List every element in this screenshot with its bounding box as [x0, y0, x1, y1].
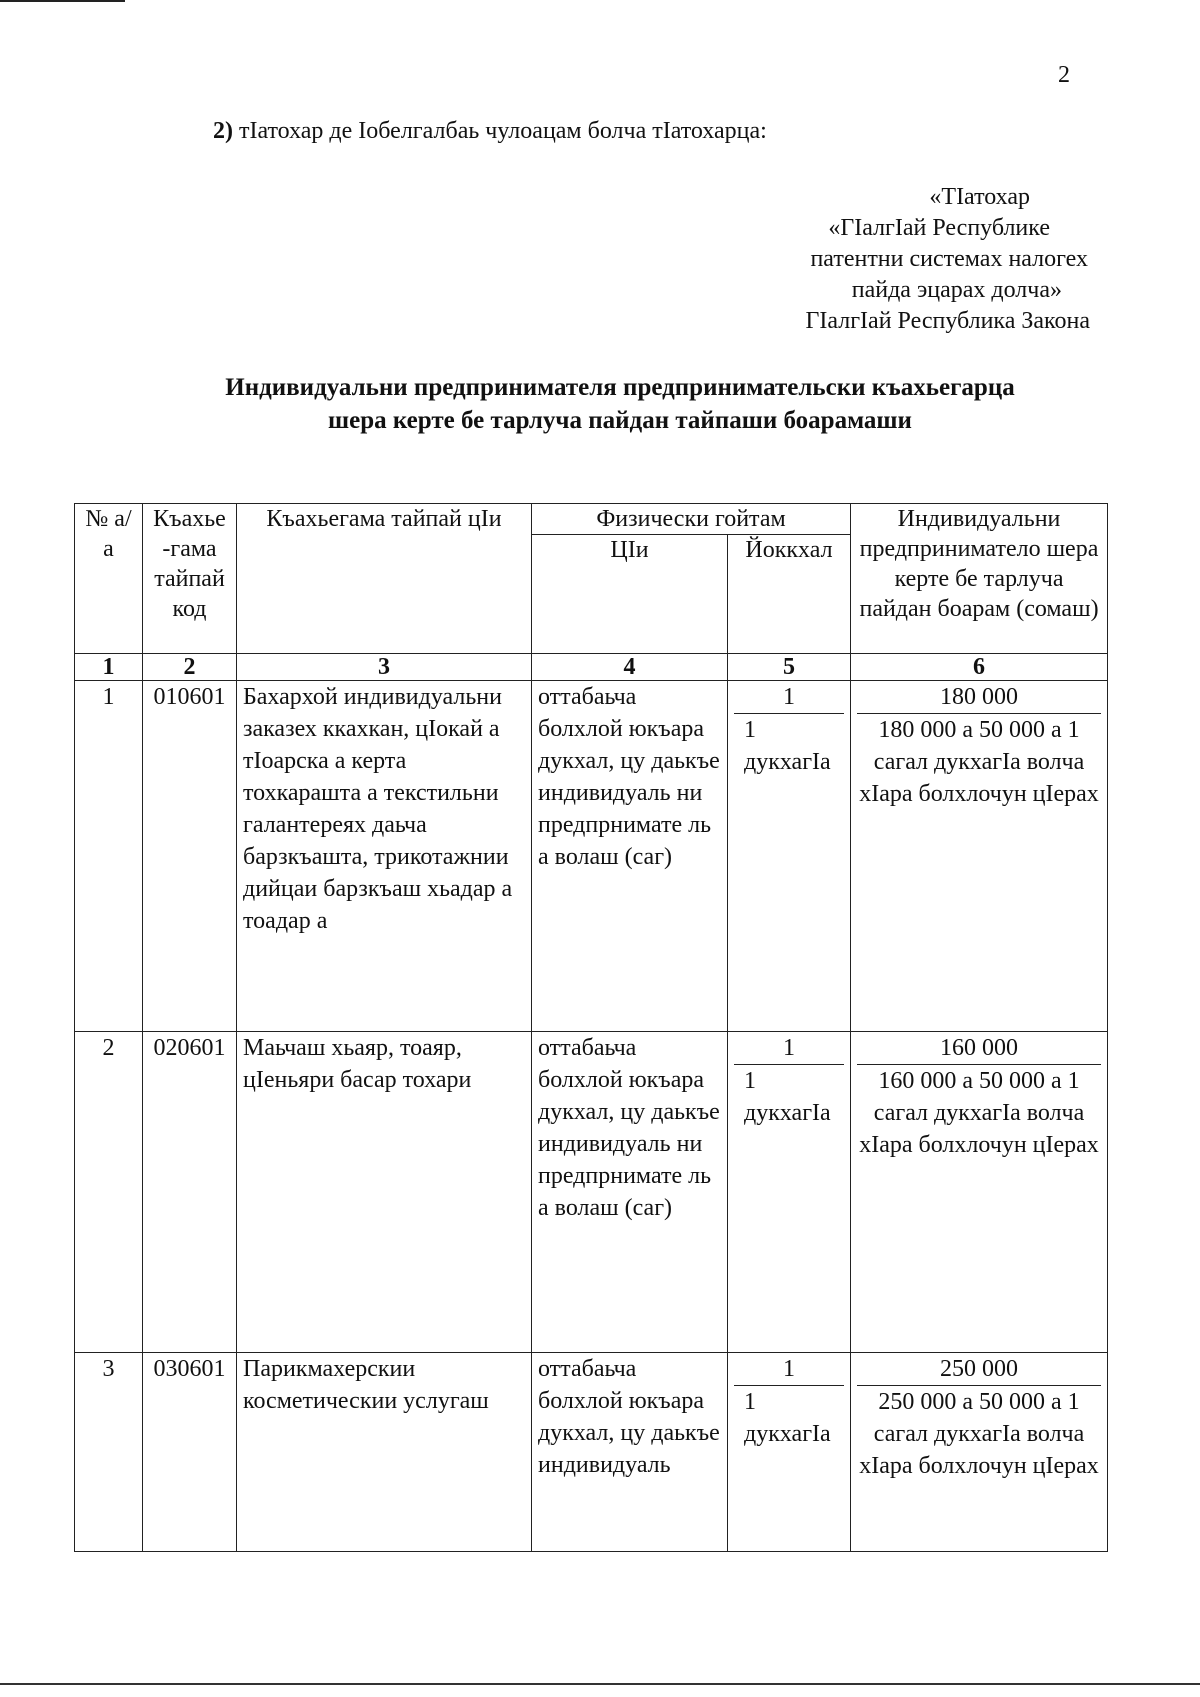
row-amount-cell	[851, 681, 1108, 1032]
header-code: Къахье -гама тайпай код	[143, 504, 237, 654]
column-index: 1	[75, 654, 143, 681]
row-amount-bottom: 160 000 а 50 000 а 1 сагал дукхагIа волча хIара болхлочун цIерах	[859, 1068, 1099, 1158]
annex-line: ГIалгIай Республика Закона	[805, 308, 1090, 334]
row-num: 2	[75, 1032, 143, 1353]
title-line: Индивидуальни предпринимателя предпринимательски къахьегарца	[225, 374, 1015, 401]
row-num: 1	[75, 681, 143, 1032]
table-row	[75, 681, 1108, 1032]
row-unit-top: 1	[734, 681, 844, 714]
intro-line	[213, 118, 767, 145]
row-unit-cell	[728, 1032, 851, 1353]
row-activity-name: Бахархой индивидуальни заказех ккахкан, цIокай а тIоарска а керта тохкарашта а текстильни галантереях даьча барзкъашта, трикотажнии дийцаи барзкъаш хьадар а тоадар а	[237, 681, 532, 1032]
header-amount: Индивидуальни предпринимателo шера керте бе тарлуча пайдан боарам (сомаш)	[851, 504, 1108, 654]
row-code: 030601	[143, 1353, 237, 1552]
column-index: 3	[237, 654, 532, 681]
row-unit-cell	[728, 1353, 851, 1552]
row-unit-top: 1	[734, 1032, 844, 1065]
annex-line: «ТIатохар	[929, 184, 1030, 210]
row-num: 3	[75, 1353, 143, 1552]
row-amount-bottom: 180 000 а 50 000 а 1 сагал дукхагIа волча хIара болхлочун цIерах	[859, 717, 1099, 807]
header-physical-name: ЦIи	[532, 535, 728, 654]
row-physical-name: оттабаьча болхлой юкъара дукхал, цу даькъе индивидуаль ни предпрнимате ль а волаш (саг)	[532, 1032, 728, 1353]
document-title	[120, 371, 1120, 437]
annex-line: пайда эцарах долча»	[851, 277, 1062, 303]
row-amount-top: 160 000	[857, 1032, 1101, 1065]
column-index: 4	[532, 654, 728, 681]
annex-reference	[720, 182, 1090, 337]
row-amount-top: 250 000	[857, 1353, 1101, 1386]
row-amount-bottom: 250 000 а 50 000 а 1 сагал дукхагIа волча хIара болхлочун цIерах	[859, 1389, 1099, 1479]
row-physical-name: оттабаьча болхлой юкъара дукхал, цу даькъе индивидуаль	[532, 1353, 728, 1552]
column-index: 6	[851, 654, 1108, 681]
row-unit-cell	[728, 681, 851, 1032]
row-activity-name: Маьчаш хьаяр, тоаяр, цIеньяри басар тохари	[237, 1032, 532, 1353]
intro-marker: 2)	[213, 118, 233, 144]
table-row	[75, 1032, 1108, 1353]
header-num: № а/а	[75, 504, 143, 654]
scan-edge-line-top	[0, 0, 125, 2]
row-amount-cell	[851, 1032, 1108, 1353]
header-physical-unit: Йоккхал	[728, 535, 851, 654]
row-physical-name: оттабаьча болхлой юкъара дукхал, цу даькъе индивидуаль ни предпрнимате ль а волаш (саг)	[532, 681, 728, 1032]
row-unit-bottom: 1 дукхагIа	[744, 717, 831, 775]
page-number: 2	[1058, 62, 1070, 88]
table-row	[75, 1353, 1108, 1552]
row-code: 020601	[143, 1032, 237, 1353]
intro-text: тIатохар де Iобелгалбаь чулоацам болча тIатохарца:	[239, 118, 767, 144]
row-activity-name: Парикмахерскии косметическии услугаш	[237, 1353, 532, 1552]
title-line: шера керте бе тарлуча пайдан тайпаши боарамаши	[328, 407, 912, 434]
annex-line: «ГIалгIай Республике	[828, 215, 1050, 241]
row-unit-bottom: 1 дукхагIа	[744, 1068, 831, 1126]
row-code: 010601	[143, 681, 237, 1032]
row-unit-bottom: 1 дукхагIа	[744, 1389, 831, 1447]
column-index: 2	[143, 654, 237, 681]
annex-line: патентни системах налогех	[810, 246, 1088, 272]
header-physical-group: Физически гойтам	[532, 504, 851, 535]
row-unit-top: 1	[734, 1353, 844, 1386]
activity-table	[74, 503, 1108, 1552]
column-index: 5	[728, 654, 851, 681]
header-name: Къахьегама тайпай цIи	[237, 504, 532, 654]
scan-edge-line-bottom	[0, 1683, 1200, 1685]
row-amount-top: 180 000	[857, 681, 1101, 714]
row-amount-cell	[851, 1353, 1108, 1552]
